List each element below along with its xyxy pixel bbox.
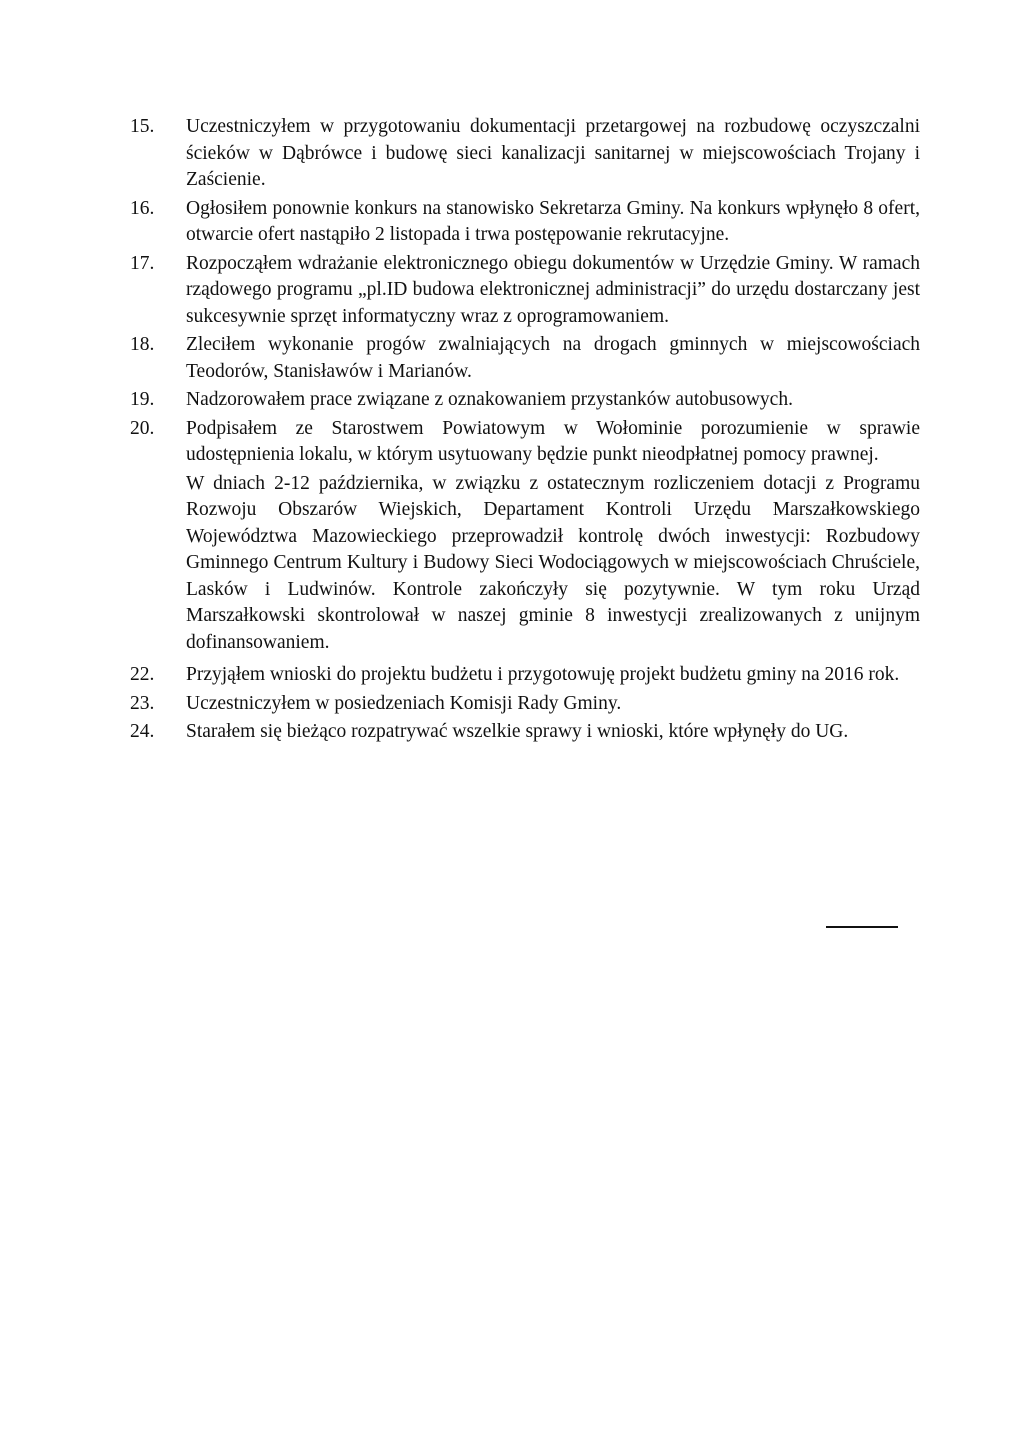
item-text: Nadzorowałem prace związane z oznakowaniem przystanków autobusowych. xyxy=(186,389,793,410)
list-item xyxy=(130,691,920,718)
item-number: 16. xyxy=(130,197,155,219)
footer-divider xyxy=(826,926,898,928)
item-text: Zleciłem wykonanie progów zwalniających na drogach gminnych w miejscowościach Teodorów, Stanisławów i Marianów. xyxy=(186,334,920,382)
list-item xyxy=(130,416,920,469)
list-item xyxy=(130,332,920,385)
item-text: Uczestniczyłem w przygotowaniu dokumentacji przetargowej na rozbudowę oczyszczalni ścieków w Dąbrówce i budowę sieci kanalizacji sanitarnej w miejscowościach Trojany i Zaścienie. xyxy=(186,116,920,190)
item-number: 17. xyxy=(130,252,155,274)
item-number: 18. xyxy=(130,334,155,355)
item-text: Przyjąłem wnioski do projektu budżetu i przygotowuję projekt budżetu gminy na 2016 rok. xyxy=(186,664,900,685)
item-number: 24. xyxy=(130,721,155,742)
item-number: 20. xyxy=(130,417,155,439)
item-text: Rozpocząłem wdrażanie elektronicznego obiegu dokumentów w Urzędzie Gminy. W ramach rządowego programu „pl.ID budowa elektronicznej administracji” do urzędu dostarczany jest sukcesywnie sprzęt informatyczny wraz z oprogramowaniem. xyxy=(186,252,920,327)
item-number: 19. xyxy=(130,389,155,410)
activity-list xyxy=(130,114,920,748)
item-text: Podpisałem ze Starostwem Powiatowym w Wołominie porozumienie w sprawie udostępnienia lokalu, w którym usytuowany będzie punkt nieodpłatnej pomocy prawnej. xyxy=(186,417,920,465)
item-number: 22. xyxy=(130,664,155,685)
item-text: Uczestniczyłem w posiedzeniach Komisji Rady Gminy. xyxy=(186,692,622,714)
item-text: Starałem się bieżąco rozpatrywać wszelkie sprawy i wnioski, które wpłynęły do UG. xyxy=(186,721,849,742)
list-item xyxy=(130,719,920,746)
list-item xyxy=(130,387,920,414)
item-text: Ogłosiłem ponownie konkurs na stanowisko Sekretarza Gminy. Na konkurs wpłynęło 8 ofert, otwarcie ofert nastąpiło 2 listopada i trwa postępowanie rekrutacyjne. xyxy=(186,197,920,245)
item-number: 15. xyxy=(130,116,155,137)
list-item xyxy=(130,662,920,689)
inspection-paragraph: W dniach 2-12 października, w związku z ostatecznym rozliczeniem dotacji z Programu Rozwoju Obszarów Wiejskich, Departament Kontroli Urzędu Marszałkowskiego Województwa Mazowieckiego przeprowadził kontrolę dwóch inwestycji: Rozbudowy Gminnego Centrum Kultury i Budowy Sieci Wodociągowych w miejscowościach Chruściele, Lasków i Ludwinów. Kontrole zakończyły się pozytywnie. W tym roku Urząd Marszałkowski skontrolował w naszej gminie 8 inwestycji zrealizowanych z unijnym dofinansowaniem. xyxy=(186,472,920,653)
list-item xyxy=(130,114,920,194)
list-item xyxy=(130,196,920,249)
item-number: 23. xyxy=(130,692,155,714)
list-item xyxy=(130,251,920,331)
